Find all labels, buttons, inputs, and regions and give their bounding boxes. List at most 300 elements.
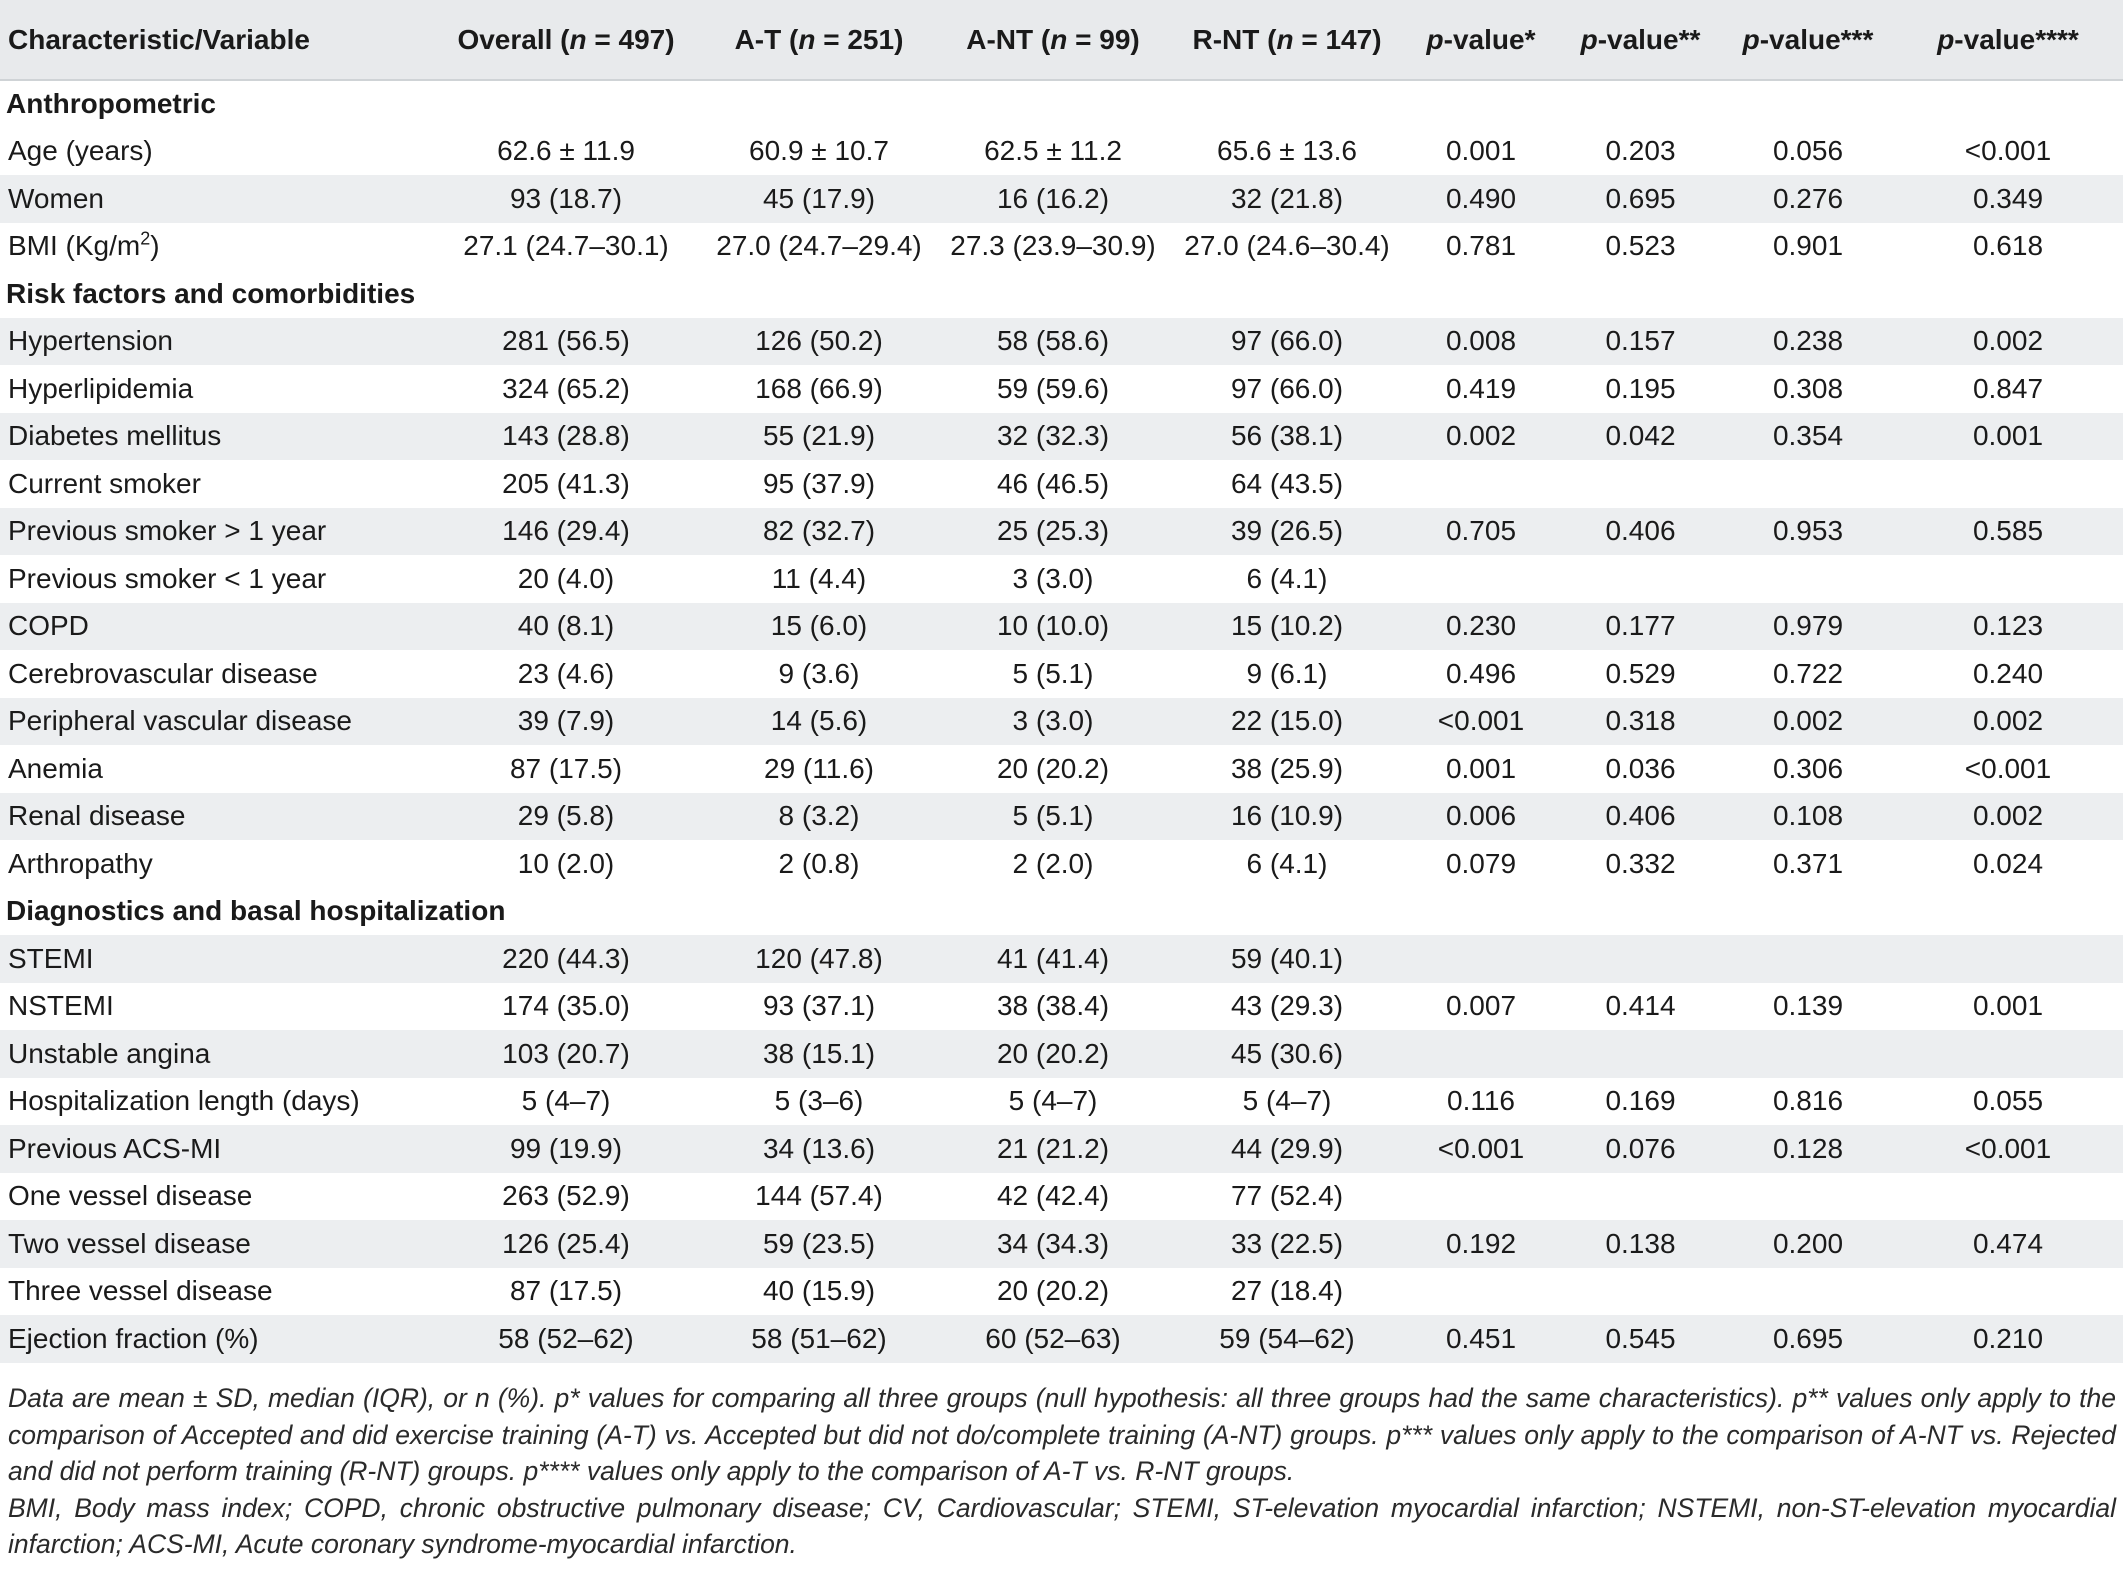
table-row <box>0 793 2123 841</box>
table-cell: 39 (26.5) <box>1230 515 1344 547</box>
row-label <box>0 175 430 223</box>
table-row <box>0 650 2123 698</box>
header-var: n <box>798 23 816 55</box>
table-row <box>0 413 2123 461</box>
row-label <box>0 1220 430 1268</box>
table-cell: 0.953 <box>1772 515 1844 547</box>
row-label-text: Three vessel disease <box>8 1275 273 1307</box>
row-label-text: Diabetes mellitus <box>8 420 222 452</box>
table-cell: 9 (6.1) <box>1246 657 1328 689</box>
table-cell: 5 (5.1) <box>1012 800 1094 832</box>
table-cell: 20 (20.2) <box>996 1275 1110 1307</box>
table-cell: 0.200 <box>1772 1227 1844 1259</box>
table-cell: 0.008 <box>1445 325 1517 357</box>
table-row <box>0 603 2123 651</box>
table-cell: 38 (15.1) <box>762 1037 876 1069</box>
table-cell: 15 (10.2) <box>1230 610 1344 642</box>
row-label <box>0 745 430 793</box>
table-row <box>0 318 2123 366</box>
table-cell: 20 (4.0) <box>517 562 615 594</box>
table-row <box>0 1173 2123 1221</box>
table-cell: 42 (42.4) <box>996 1180 1110 1212</box>
table-cell: 87 (17.5) <box>509 1275 623 1307</box>
header-p-value-2 <box>1558 0 1723 80</box>
table-cell: 21 (21.2) <box>996 1132 1110 1164</box>
row-label-text: Women <box>8 182 104 214</box>
row-label <box>0 1268 430 1316</box>
table-cell: 46 (46.5) <box>996 467 1110 499</box>
table-cell: 220 (44.3) <box>502 942 630 974</box>
table-cell: 0.036 <box>1605 752 1676 784</box>
table-footnote <box>8 1380 2116 1563</box>
table-cell: 34 (13.6) <box>762 1132 876 1164</box>
table-row <box>0 223 2123 271</box>
table-cell: 3 (3.0) <box>1012 705 1094 737</box>
table-cell: 263 (52.9) <box>502 1180 630 1212</box>
table-cell: 0.308 <box>1772 372 1844 404</box>
table-cell: 45 (17.9) <box>762 182 876 214</box>
table-cell: 168 (66.9) <box>755 372 883 404</box>
table-cell: <0.001 <box>1437 705 1525 737</box>
row-label-text: Current smoker <box>8 467 201 499</box>
table-cell: 0.847 <box>1972 372 2044 404</box>
table-row <box>0 1315 2123 1363</box>
section-title: Anthropometric <box>6 88 216 120</box>
table-cell: 60.9 ± 10.7 <box>749 135 889 167</box>
table-cell: 0.007 <box>1445 990 1517 1022</box>
header-text: = 99) <box>1067 23 1140 55</box>
header-var: n <box>1050 23 1068 55</box>
table-cell: 93 (37.1) <box>762 990 876 1022</box>
table-cell: 58 (52–62) <box>498 1322 634 1354</box>
table-cell <box>1723 1173 1893 1221</box>
table-row <box>0 460 2123 508</box>
table-cell: 97 (66.0) <box>1230 325 1344 357</box>
table-cell: 82 (32.7) <box>762 515 876 547</box>
table-cell: 0.079 <box>1445 847 1517 879</box>
header-text: = 251) <box>815 23 904 55</box>
row-label-text: Hyperlipidemia <box>8 372 194 404</box>
table-cell: 0.002 <box>1972 705 2044 737</box>
table-cell <box>1893 1173 2123 1221</box>
table-cell: 60 (52–63) <box>985 1322 1121 1354</box>
header-text: -value**** <box>1954 23 2079 55</box>
table-cell: 25 (25.3) <box>996 515 1110 547</box>
header-p-value-4 <box>1893 0 2123 80</box>
table-row <box>0 1268 2123 1316</box>
header-a-nt <box>936 0 1170 80</box>
footnote-abbreviations: BMI, Body mass index; COPD, chronic obstructive pulmonary disease; CV, Cardiovascular; STEMI, ST-elevation myocardial infarction; NSTEMI, non-ST-elevation myocardial infarction; ACS-MI, Acute coronary syndrome-myocardial infarction. <box>8 1492 2116 1559</box>
table-cell: 59 (59.6) <box>996 372 1110 404</box>
table-cell: 0.001 <box>1972 990 2044 1022</box>
header-overall <box>430 0 702 80</box>
table-cell: 0.523 <box>1605 230 1676 262</box>
row-label-text: Previous smoker < 1 year <box>8 562 327 594</box>
table-cell: 20 (20.2) <box>996 1037 1110 1069</box>
table-cell: 27.0 (24.6–30.4) <box>1184 230 1390 262</box>
table-cell: 59 (40.1) <box>1230 942 1344 974</box>
row-label-superscript: 2 <box>140 228 151 249</box>
table-cell: 0.210 <box>1972 1322 2044 1354</box>
table-cell <box>1404 460 1558 508</box>
row-label-text: Cerebrovascular disease <box>8 657 318 689</box>
row-label-text: Age (years) <box>8 135 153 167</box>
table-cell: 0.076 <box>1605 1132 1676 1164</box>
table-cell: 27.1 (24.7–30.1) <box>463 230 669 262</box>
table-cell <box>1404 935 1558 983</box>
row-label <box>0 1078 430 1126</box>
table-cell: 6 (4.1) <box>1246 847 1328 879</box>
table-header-row <box>0 0 2123 80</box>
table-cell: 0.618 <box>1972 230 2044 262</box>
table-cell: 103 (20.7) <box>502 1037 630 1069</box>
header-var: p <box>1580 23 1598 55</box>
table-cell: 0.276 <box>1772 182 1844 214</box>
table-cell: 27 (18.4) <box>1230 1275 1344 1307</box>
header-text: Characteristic/Variable <box>8 23 310 55</box>
row-label <box>0 935 430 983</box>
table-cell: 55 (21.9) <box>762 420 876 452</box>
table-cell: 23 (4.6) <box>517 657 615 689</box>
header-var: n <box>1276 23 1294 55</box>
header-text: -value** <box>1597 23 1701 55</box>
table-cell: 5 (5.1) <box>1012 657 1094 689</box>
table-cell: 15 (6.0) <box>770 610 868 642</box>
table-cell: 59 (54–62) <box>1219 1322 1355 1354</box>
row-label-text: Peripheral vascular disease <box>8 705 352 737</box>
table-cell <box>1404 1173 1558 1221</box>
table-cell: 0.116 <box>1447 1085 1515 1117</box>
row-label <box>0 603 430 651</box>
row-label <box>0 1173 430 1221</box>
table-cell: 6 (4.1) <box>1246 562 1328 594</box>
table-cell: 120 (47.8) <box>755 942 883 974</box>
table-cell: 0.371 <box>1772 847 1844 879</box>
table-cell: 0.002 <box>1972 800 2044 832</box>
table-cell: 0.203 <box>1605 135 1676 167</box>
table-cell: 62.6 ± 11.9 <box>497 135 635 167</box>
table-body <box>0 80 2123 1363</box>
table-cell: 324 (65.2) <box>502 372 630 404</box>
table-cell: 0.318 <box>1605 705 1676 737</box>
header-var: n <box>569 23 587 55</box>
table-cell <box>1893 1030 2123 1078</box>
table-cell: 0.414 <box>1605 990 1676 1022</box>
table-row <box>0 745 2123 793</box>
table-cell: 0.128 <box>1772 1132 1844 1164</box>
table-cell: 0.695 <box>1772 1322 1844 1354</box>
table-cell: 0.002 <box>1772 705 1844 737</box>
table-cell <box>1404 555 1558 603</box>
table-cell: 3 (3.0) <box>1012 562 1094 594</box>
row-label <box>0 413 430 461</box>
table-cell: 0.042 <box>1605 420 1676 452</box>
table-cell <box>1723 1030 1893 1078</box>
table-cell: 95 (37.9) <box>762 467 876 499</box>
table-cell <box>1558 935 1723 983</box>
row-label <box>0 508 430 556</box>
table-cell: 99 (19.9) <box>509 1132 623 1164</box>
table-cell <box>1723 1268 1893 1316</box>
table-cell: 0.306 <box>1772 752 1844 784</box>
row-label-text: Anemia <box>8 752 103 784</box>
table-cell: 0.901 <box>1772 230 1844 262</box>
table-cell: 205 (41.3) <box>502 467 630 499</box>
table-cell <box>1893 935 2123 983</box>
table-cell: 0.406 <box>1605 515 1676 547</box>
row-label <box>0 128 430 176</box>
table-cell: 0.139 <box>1772 990 1844 1022</box>
table-cell: 0.705 <box>1445 515 1517 547</box>
table-cell <box>1558 1173 1723 1221</box>
table-cell: 0.177 <box>1605 610 1676 642</box>
header-p-value-1 <box>1404 0 1558 80</box>
table-cell <box>1723 555 1893 603</box>
row-label-text: BMI (Kg/m <box>8 230 141 262</box>
header-text: Overall ( <box>457 23 570 55</box>
header-text: = 497) <box>586 23 675 55</box>
table-cell: 0.529 <box>1605 657 1676 689</box>
table-cell: 0.781 <box>1445 230 1517 262</box>
table-cell: 0.056 <box>1772 135 1844 167</box>
table-cell: 0.230 <box>1445 610 1517 642</box>
table-cell: 14 (5.6) <box>770 705 868 737</box>
table-cell: 33 (22.5) <box>1230 1227 1344 1259</box>
table-cell: 32 (32.3) <box>996 420 1110 452</box>
table-cell: 0.024 <box>1972 847 2044 879</box>
row-label <box>0 318 430 366</box>
row-label <box>0 650 430 698</box>
row-label-text: NSTEMI <box>8 990 114 1022</box>
table-cell: 59 (23.5) <box>762 1227 876 1259</box>
row-label <box>0 555 430 603</box>
table-cell: 56 (38.1) <box>1230 420 1344 452</box>
table-row <box>0 698 2123 746</box>
table-cell: 144 (57.4) <box>755 1180 883 1212</box>
table-cell: 0.349 <box>1972 182 2044 214</box>
header-text: A-T ( <box>734 23 799 55</box>
table-cell <box>1723 460 1893 508</box>
table-cell <box>1723 935 1893 983</box>
header-r-nt <box>1170 0 1404 80</box>
table-cell <box>1558 1268 1723 1316</box>
table-cell: 0.406 <box>1605 800 1676 832</box>
row-label-text: Renal disease <box>8 800 186 832</box>
row-label-text: Arthropathy <box>8 847 153 879</box>
table-cell: 0.002 <box>1445 420 1517 452</box>
header-text: R-NT ( <box>1192 23 1277 55</box>
table-cell: 29 (5.8) <box>517 800 615 832</box>
table-row <box>0 128 2123 176</box>
table-cell <box>1404 1268 1558 1316</box>
table-cell: 44 (29.9) <box>1230 1132 1344 1164</box>
row-label <box>0 1125 430 1173</box>
table-cell: 0.419 <box>1445 372 1517 404</box>
table-cell: 27.0 (24.7–29.4) <box>716 230 922 262</box>
table-cell: 0.195 <box>1605 372 1676 404</box>
table-cell: 58 (51–62) <box>751 1322 887 1354</box>
table-cell: 5 (4–7) <box>521 1085 611 1117</box>
table-cell: 93 (18.7) <box>509 182 623 214</box>
table-row <box>0 508 2123 556</box>
table-cell <box>1558 460 1723 508</box>
table-cell: 2 (2.0) <box>1012 847 1094 879</box>
row-label-text: One vessel disease <box>8 1180 253 1212</box>
table-cell: 0.001 <box>1445 135 1517 167</box>
table-cell: 0.451 <box>1445 1322 1517 1354</box>
row-label <box>0 1030 430 1078</box>
row-label <box>0 793 430 841</box>
table-row <box>0 1125 2123 1173</box>
table-cell: 0.123 <box>1972 610 2044 642</box>
table-cell: 126 (25.4) <box>502 1227 630 1259</box>
row-label-text: Hypertension <box>8 325 173 357</box>
table-cell: 22 (15.0) <box>1230 705 1344 737</box>
header-text: -value*** <box>1759 23 1874 55</box>
table-cell: 0.979 <box>1772 610 1844 642</box>
table-row <box>0 175 2123 223</box>
section-title: Risk factors and comorbidities <box>6 277 416 309</box>
table-cell <box>1558 555 1723 603</box>
table-row <box>0 365 2123 413</box>
row-label-text: Previous ACS-MI <box>8 1132 222 1164</box>
header-text: = 147) <box>1293 23 1382 55</box>
header-characteristic <box>0 0 430 80</box>
table-cell: 0.545 <box>1605 1322 1676 1354</box>
row-label-text: Two vessel disease <box>8 1227 251 1259</box>
table-cell: 38 (38.4) <box>996 990 1110 1022</box>
row-label-text: STEMI <box>8 942 94 974</box>
row-label-text: Previous smoker > 1 year <box>8 515 327 547</box>
table-cell: 77 (52.4) <box>1230 1180 1344 1212</box>
table-cell <box>1893 555 2123 603</box>
table-cell: 32 (21.8) <box>1230 182 1344 214</box>
table-cell: 174 (35.0) <box>502 990 630 1022</box>
section-header-row <box>0 270 2123 318</box>
table-cell: 65.6 ± 13.6 <box>1217 135 1357 167</box>
table-cell: 5 (4–7) <box>1242 1085 1332 1117</box>
table-cell: 16 (10.9) <box>1230 800 1344 832</box>
table-cell: 5 (4–7) <box>1008 1085 1098 1117</box>
table-cell: 143 (28.8) <box>502 420 630 452</box>
table-cell: 87 (17.5) <box>509 752 623 784</box>
table-row <box>0 1220 2123 1268</box>
table-cell: 0.332 <box>1605 847 1676 879</box>
table-cell: <0.001 <box>1964 752 2052 784</box>
table-row <box>0 555 2123 603</box>
header-var: p <box>1742 23 1760 55</box>
row-label <box>0 223 430 271</box>
header-text: -value* <box>1443 23 1536 55</box>
table-cell: 0.354 <box>1772 420 1844 452</box>
table-cell: 8 (3.2) <box>778 800 860 832</box>
table-cell: 0.108 <box>1772 800 1844 832</box>
table-cell: 0.006 <box>1445 800 1517 832</box>
row-label <box>0 983 430 1031</box>
table-cell: 0.240 <box>1972 657 2044 689</box>
table-cell: 29 (11.6) <box>764 752 874 784</box>
table-cell: 0.238 <box>1772 325 1844 357</box>
section-header-row <box>0 888 2123 936</box>
table-cell: 0.138 <box>1605 1227 1676 1259</box>
row-label-suffix: ) <box>150 230 160 262</box>
table-cell: 97 (66.0) <box>1230 372 1344 404</box>
row-label <box>0 460 430 508</box>
table-cell: 64 (43.5) <box>1230 467 1344 499</box>
footnote-note: Data are mean ± SD, median (IQR), or n (%). p* values for comparing all three groups (null hypothesis: all three groups had the same characteristics). p** values only apply to the comparison of Accepted and did exercise training (A-T) vs. Accepted but did not do/complete training (A-NT) groups. p*** values only apply to the comparison of A-NT vs. Rejected and did not perform training (R-NT) groups. p**** values only apply to the comparison of A-T vs. R-NT groups. <box>8 1383 2116 1486</box>
table-cell: 0.490 <box>1445 182 1517 214</box>
table-cell: 16 (16.2) <box>996 182 1110 214</box>
table-cell <box>1404 1030 1558 1078</box>
table-cell: 10 (2.0) <box>517 847 615 879</box>
row-label <box>0 365 430 413</box>
table-cell <box>1558 1030 1723 1078</box>
table-cell: 0.192 <box>1445 1227 1517 1259</box>
table-cell: 45 (30.6) <box>1230 1037 1344 1069</box>
table-cell: 38 (25.9) <box>1230 752 1344 784</box>
table-cell: 0.001 <box>1445 752 1517 784</box>
table-cell: 10 (10.0) <box>996 610 1110 642</box>
table-cell: 0.157 <box>1605 325 1676 357</box>
table-cell: 0.585 <box>1972 515 2044 547</box>
row-label-text: Hospitalization length (days) <box>8 1085 360 1117</box>
row-label <box>0 1315 430 1363</box>
table-row <box>0 1078 2123 1126</box>
table-cell: 9 (3.6) <box>778 657 860 689</box>
table-cell: 20 (20.2) <box>996 752 1110 784</box>
header-p-value-3 <box>1723 0 1893 80</box>
row-label <box>0 698 430 746</box>
row-label-text: Ejection fraction (%) <box>8 1322 259 1354</box>
table-cell: 43 (29.3) <box>1230 990 1344 1022</box>
section-header-row <box>0 80 2123 128</box>
table-cell: <0.001 <box>1964 135 2052 167</box>
table-cell: 40 (8.1) <box>517 610 615 642</box>
table-cell: 41 (41.4) <box>996 942 1110 974</box>
table-cell: 11 (4.4) <box>771 562 867 594</box>
table-cell: 0.002 <box>1972 325 2044 357</box>
table-row <box>0 935 2123 983</box>
table-cell: 0.816 <box>1772 1085 1844 1117</box>
table-cell <box>1893 1268 2123 1316</box>
table-cell: 62.5 ± 11.2 <box>984 135 1122 167</box>
table-cell: 146 (29.4) <box>502 515 630 547</box>
table-cell: 27.3 (23.9–30.9) <box>950 230 1156 262</box>
table-row <box>0 983 2123 1031</box>
table-cell: 34 (34.3) <box>996 1227 1110 1259</box>
row-label-text: Unstable angina <box>8 1037 211 1069</box>
table-cell: <0.001 <box>1964 1132 2052 1164</box>
header-a-t <box>702 0 936 80</box>
table-row <box>0 840 2123 888</box>
table-cell: 39 (7.9) <box>517 705 615 737</box>
row-label-text: COPD <box>8 610 89 642</box>
table-cell: 0.001 <box>1972 420 2044 452</box>
table-cell: 126 (50.2) <box>755 325 883 357</box>
table-cell: 0.474 <box>1972 1227 2044 1259</box>
header-text: A-NT ( <box>966 23 1051 55</box>
table-cell: 281 (56.5) <box>502 325 630 357</box>
header-var: p <box>1426 23 1444 55</box>
table-row <box>0 1030 2123 1078</box>
table-cell <box>1893 460 2123 508</box>
table-cell: 2 (0.8) <box>778 847 860 879</box>
table-cell: 40 (15.9) <box>762 1275 876 1307</box>
table-cell: 0.695 <box>1605 182 1676 214</box>
table-cell: <0.001 <box>1437 1132 1525 1164</box>
table-cell: 58 (58.6) <box>996 325 1110 357</box>
table-cell: 0.722 <box>1772 657 1844 689</box>
